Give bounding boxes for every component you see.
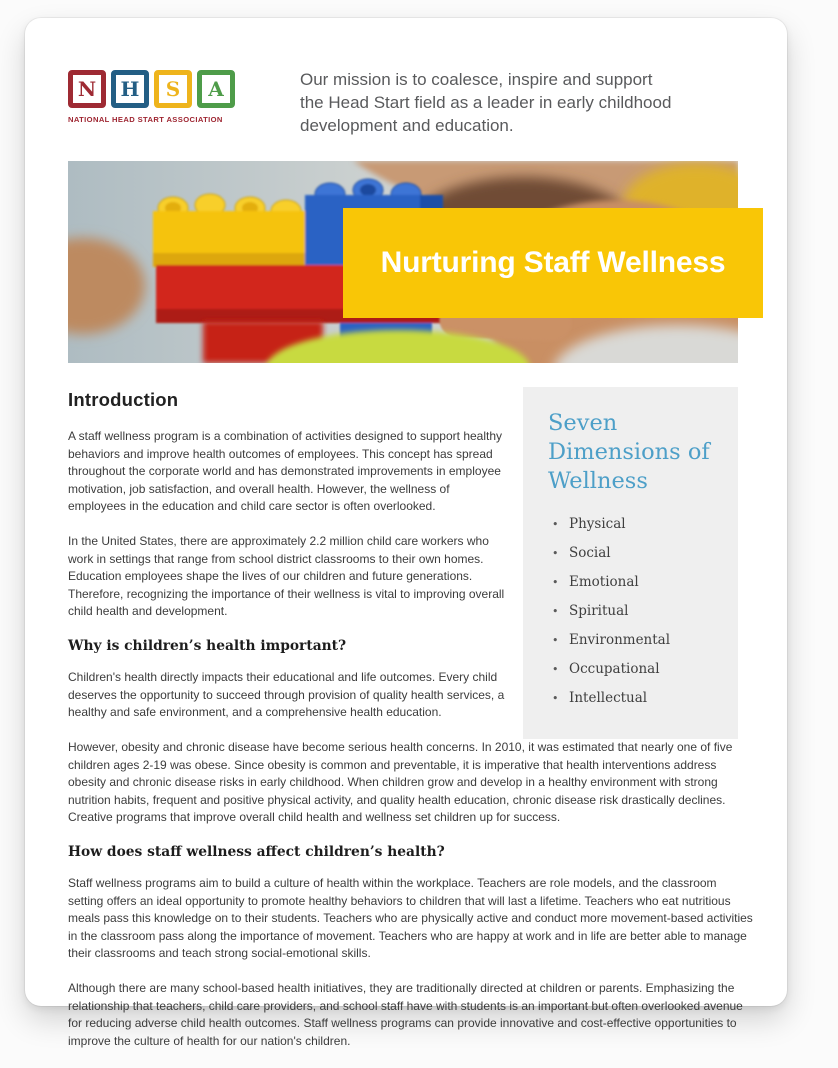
mission-line: development and education.	[300, 116, 514, 135]
paragraph: Children's health directly impacts their educational and life outcomes. Every child deserves the opportunity to succeed through provision of quality health services, a healthy and safe environment, and a comprehensive health education.	[68, 669, 505, 720]
intro-heading: Introduction	[68, 389, 179, 410]
list-item: • Emotional	[548, 568, 724, 597]
logo-block-s: S	[154, 70, 192, 108]
sidebar-title-line: Seven	[548, 410, 618, 436]
paragraph: A staff wellness program is a combination of activities designed to support healthy behaviors and improve health outcomes of employees. This concept has spread throughout the corporate world and has demonstrated improvements in employee motivation, job satisfaction, and overall health. However, the wellness of employees in the education and child care sector is often overlooked.	[68, 429, 503, 514]
logo-letter-blocks	[68, 70, 240, 108]
article-content	[25, 363, 787, 1050]
title-banner	[343, 208, 763, 318]
mission-line: Our mission is to coalesce, inspire and support	[300, 70, 653, 89]
page-header	[25, 18, 787, 137]
paragraph: Although there are many school-based health initiatives, they are traditionally directed at children or parents. Emphasizing the relationship that teachers, child care providers, and school staff have with students is an important but often overlooked avenue for reducing adverse child health outcomes. Staff wellness programs can provide innovative and cost-effective opportunities to improve the culture of health for our nation's children.	[68, 980, 743, 1048]
logo-caption: NATIONAL HEAD START ASSOCIATION	[68, 115, 223, 124]
logo-block-n: N	[68, 70, 106, 108]
mission-line: the Head Start field as a leader in early childhood	[300, 93, 672, 112]
list-item: • Occupational	[548, 655, 724, 684]
sidebar-title-line: Wellness	[548, 468, 648, 494]
sidebar-title	[548, 409, 724, 496]
paragraph: Staff wellness programs aim to build a culture of health within the workplace. Teachers are role models, and the classroom setting offers an ideal opportunity to promote healthy behaviors to children that will last a lifetime. Teachers who eat nutritious meals pass this knowledge on to their students. Teachers who are physically active and conduct more movement-based activities in the classroom pass along the importance of movement. Teachers who are happy at work and in life are better able to manage their classrooms and teach strong social-emotional skills.	[68, 875, 753, 961]
paragraph: In the United States, there are approximately 2.2 million child care workers who work in settings that range from school district classrooms to their own homes. Education employees shape the lives of our children and future generations. Therefore, recognizing the importance of their wellness is vital to improving overall child health and development.	[68, 533, 505, 619]
list-item: • Social	[548, 539, 724, 568]
intro-row	[68, 389, 755, 739]
logo-block-h: H	[111, 70, 149, 108]
nhsa-logo	[68, 70, 240, 137]
document-page	[25, 18, 787, 1048]
list-item: • Intellectual	[548, 684, 724, 713]
page-title: Nurturing Staff Wellness	[380, 246, 726, 279]
logo-block-a: A	[197, 70, 235, 108]
list-item: • Spiritual	[548, 597, 724, 626]
paragraph: However, obesity and chronic disease have become serious health concerns. In 2010, it was estimated that nearly one of five children ages 2-19 was obese. Since obesity is common and preventable, it is imperative that health interventions address obesity and chronic disease risks in early childhood. When children grow and develop in a healthy environment with strong nutrition habits, frequent and positive physical activity, and quality health education, chronic disease risk drastically declines. Creative programs that improve overall child health and wellness set children up for success.	[68, 740, 733, 825]
subheading-staff-wellness: How does staff wellness affect children’s health?	[68, 843, 445, 860]
list-item: • Physical	[548, 510, 724, 539]
seven-dimensions-sidebar	[523, 387, 738, 739]
mission-statement	[300, 68, 695, 137]
hero-section	[68, 161, 738, 363]
sidebar-title-line: Dimensions of	[548, 439, 710, 465]
wellness-dimensions-list	[548, 510, 724, 713]
intro-column	[68, 389, 508, 739]
subheading-children-health: Why is children’s health important?	[68, 637, 347, 654]
list-item: • Environmental	[548, 626, 724, 655]
